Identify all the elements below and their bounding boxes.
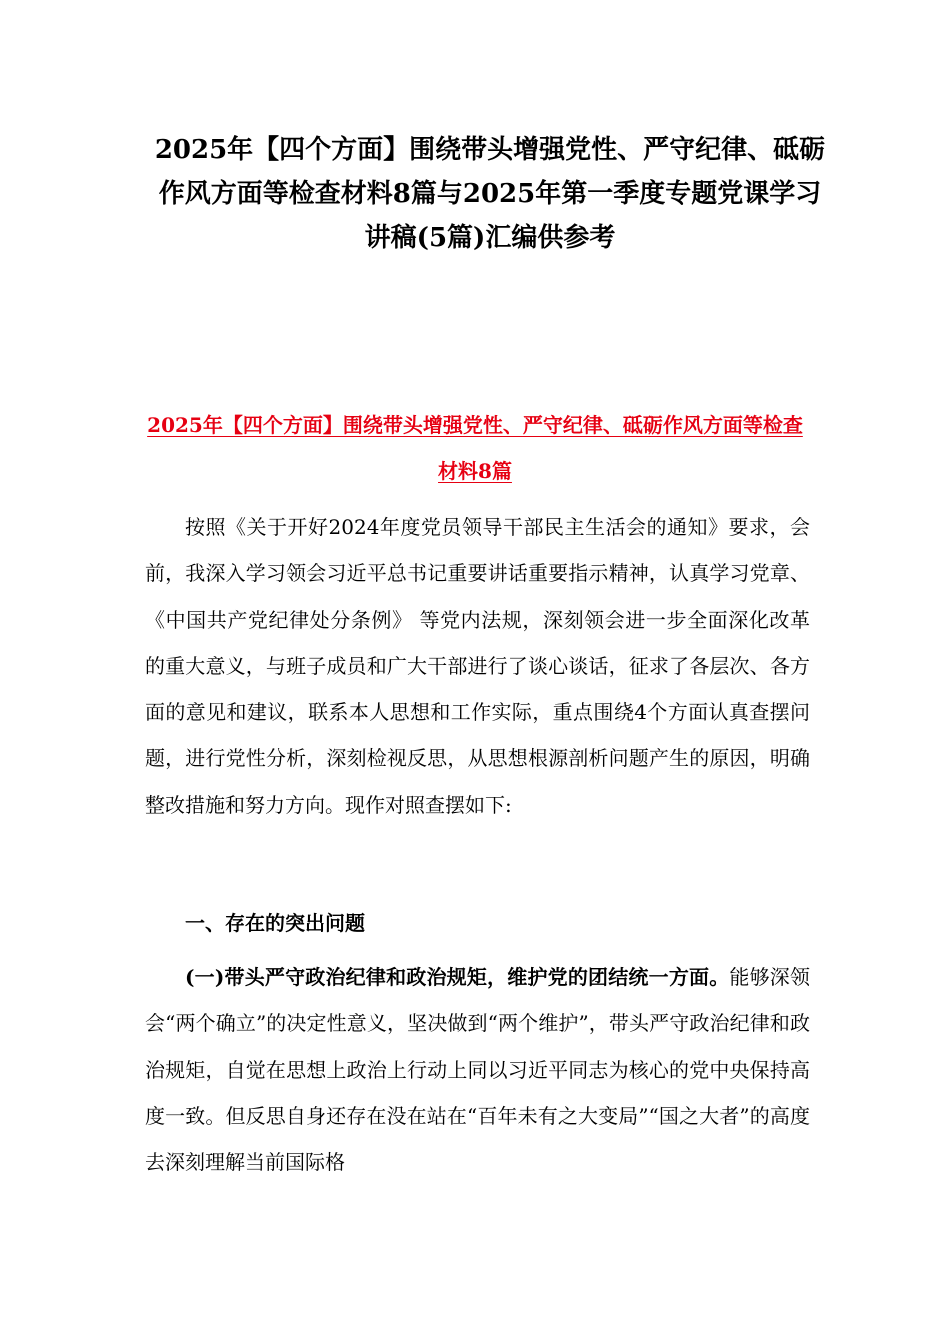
intro-paragraph: 按照《关于开好2024年度党员领导干部民主生活会的通知》要求，会前，我深入学习领会习近平总书记重要讲话重要指示精神，认真学习党章、《中国共产党纪律处分条例》 等党内法规，深刻领会进一步全面深化改革的重大意义，与班子成员和广大干部进行了谈心谈话，征求了各层次、各方面的意见和建议，联系本人思想和工作实际，重点围绕4个方面认真查摆问题，进行党性分析，深刻检视反思，从思想根源剖析问题产生的原因，明确整改措施和努力方向。现作对照查摆如下: bbox=[145, 515, 810, 817]
document-title: 2025年【四个方面】围绕带头增强党性、严守纪律、砥砺作风方面等检查材料8篇与2025年第一季度专题党课学习讲稿(5篇)汇编供参考 bbox=[154, 135, 826, 253]
item-1-text: 能够深领会“两个确立”的决定性意义，坚决做到“两个维护”，带头严守政治纪律和政治规矩，自觉在思想上政治上行动上同以习近平同志为核心的党中央保持高度一致。但反思自身还存在没在站在“百年未有之大变局”“国之大者”的高度去深刻理解当前国际格 bbox=[145, 965, 810, 1175]
section-title: 2025年【四个方面】围绕带头增强党性、严守纪律、砥砺作风方面等检查材料8篇 bbox=[147, 413, 803, 483]
heading-outstanding-problems: 一、存在的突出问题 bbox=[185, 911, 365, 935]
item-1-paragraph bbox=[145, 954, 810, 1185]
item-1-lead: (一)带头严守政治纪律和政治规矩，维护党的团结统一方面。 bbox=[185, 965, 730, 989]
